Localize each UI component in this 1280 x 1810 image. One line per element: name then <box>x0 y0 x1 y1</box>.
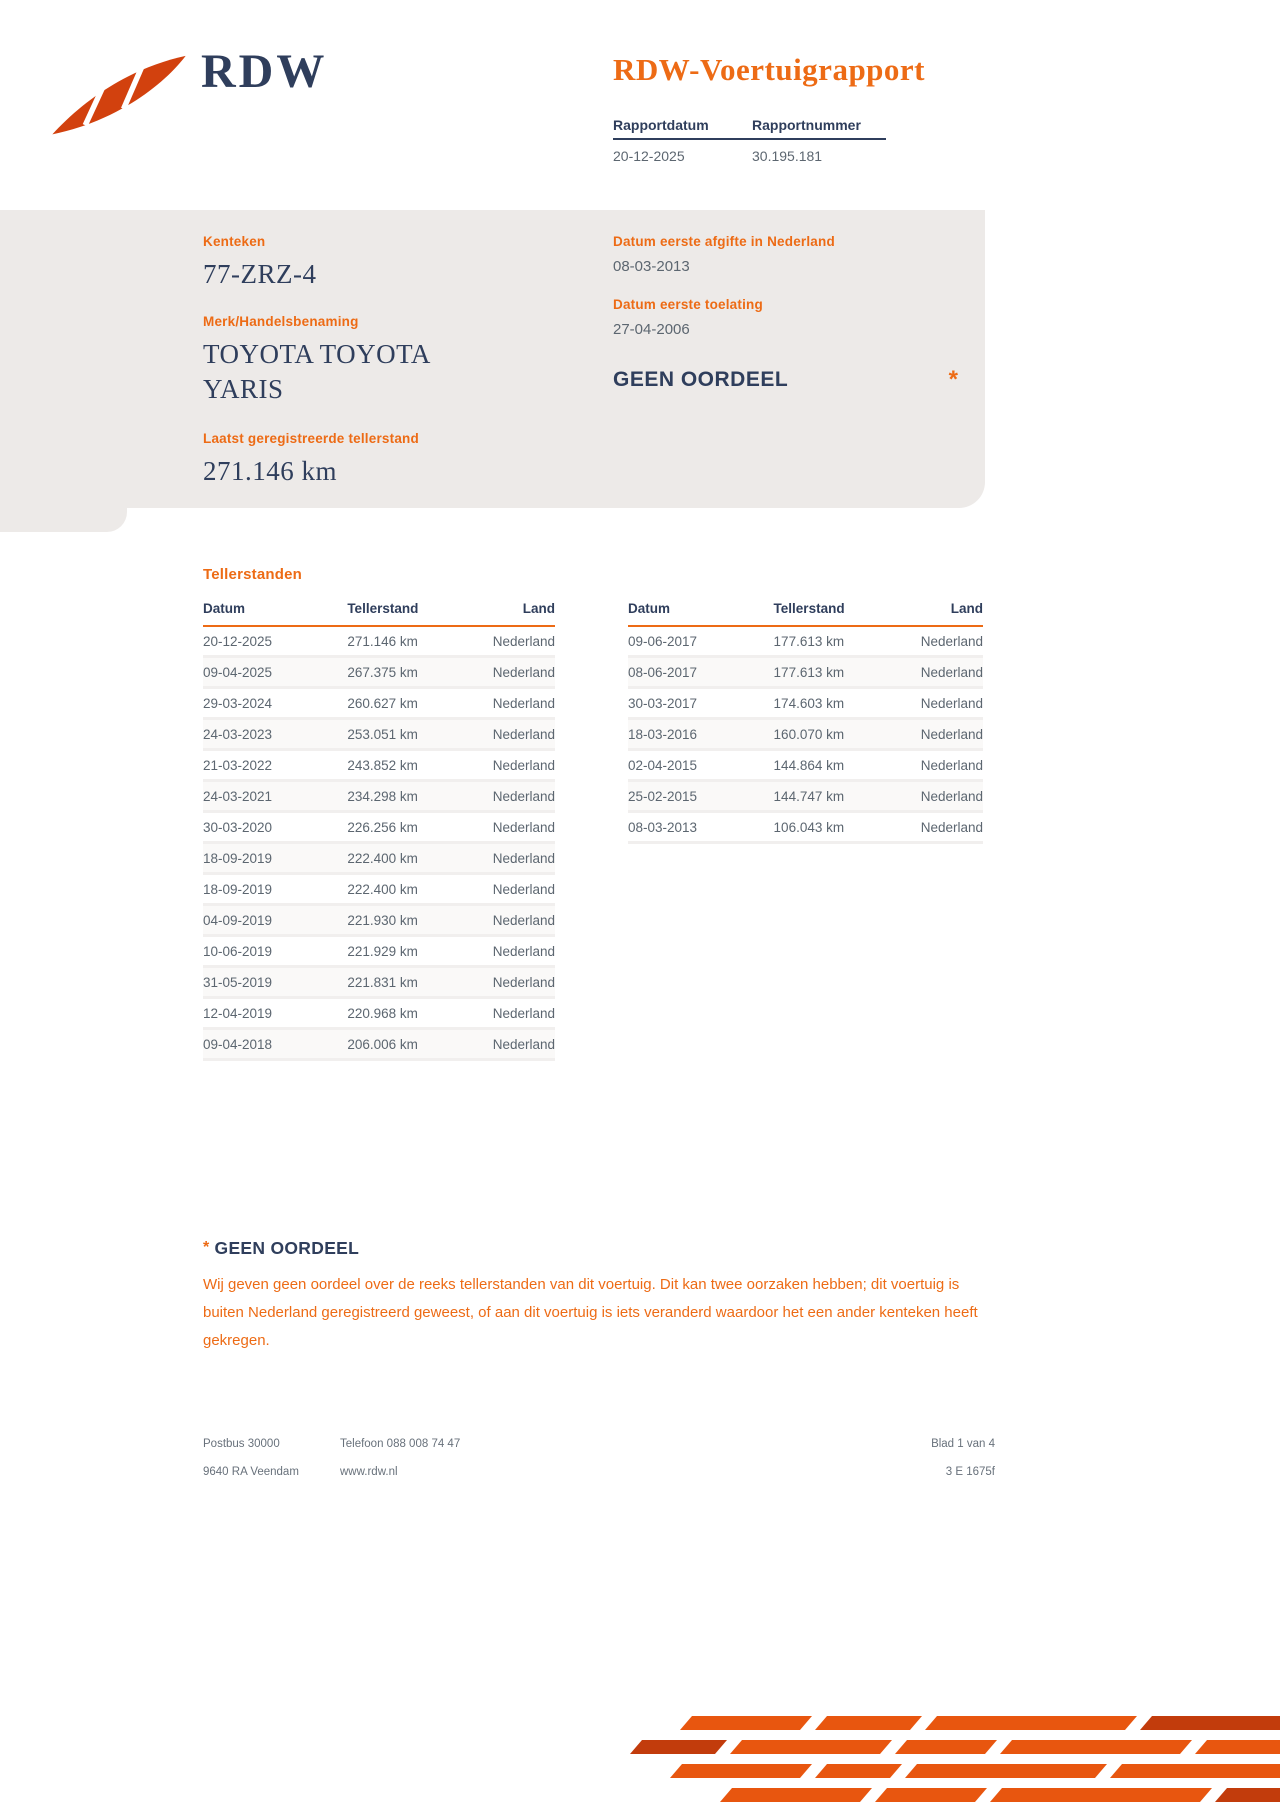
table-cell: 09-06-2017 <box>628 626 774 657</box>
footnote-title <box>203 1238 995 1259</box>
column-header-datum: Datum <box>203 597 347 626</box>
table-cell: Nederland <box>474 874 555 905</box>
afgifte-value: 08-03-2013 <box>613 258 690 275</box>
oordeel-row <box>613 368 958 392</box>
table-row <box>203 843 555 874</box>
table-cell: Nederland <box>474 626 555 657</box>
footer-website-link[interactable]: www.rdw.nl <box>340 1466 398 1478</box>
tellerstand-label: Laatst geregistreerde tellerstand <box>203 431 419 447</box>
report-title: RDW-Voertuigrapport <box>613 52 926 87</box>
table-cell: Nederland <box>474 905 555 936</box>
footer-form-code: 3 E 1675f <box>945 1466 995 1478</box>
table-row <box>203 936 555 967</box>
merk-value: TOYOTA TOYOTA YARIS <box>203 339 430 405</box>
table-cell: Nederland <box>474 781 555 812</box>
table-row <box>203 657 555 688</box>
merk-label: Merk/Handelsbenaming <box>203 314 359 330</box>
footnote <box>203 1238 995 1354</box>
summary-left-column <box>203 234 593 511</box>
table-cell: 144.864 km <box>774 750 905 781</box>
table-row <box>203 781 555 812</box>
table-cell: 253.051 km <box>347 719 474 750</box>
table-cell: 220.968 km <box>347 998 474 1029</box>
table-row <box>203 719 555 750</box>
table-row <box>203 998 555 1029</box>
table-cell: 10-06-2019 <box>203 936 347 967</box>
footer-contact <box>340 1438 460 1478</box>
table-cell: Nederland <box>474 967 555 998</box>
table-cell: Nederland <box>474 936 555 967</box>
table-cell: 20-12-2025 <box>203 626 347 657</box>
table-cell: 18-09-2019 <box>203 843 347 874</box>
kenteken-label: Kenteken <box>203 234 266 249</box>
table-row <box>203 967 555 998</box>
oordeel-asterisk: * <box>948 366 958 393</box>
table-cell: 106.043 km <box>774 812 905 843</box>
table-cell: Nederland <box>474 657 555 688</box>
tellerstanden-section <box>203 566 985 1061</box>
table-cell: 160.070 km <box>774 719 905 750</box>
table-cell: 177.613 km <box>774 657 905 688</box>
table-cell: Nederland <box>905 688 983 719</box>
table-row <box>628 750 983 781</box>
column-header-land: Land <box>905 597 983 626</box>
rdw-logo-text: RDW <box>201 45 328 98</box>
table-cell: Nederland <box>474 750 555 781</box>
table-cell: Nederland <box>474 719 555 750</box>
column-header-land: Land <box>474 597 555 626</box>
kenteken-value: 77-ZRZ-4 <box>203 259 317 289</box>
table-row <box>203 1029 555 1060</box>
table-row <box>628 781 983 812</box>
table-header-row <box>203 597 555 626</box>
table-row <box>203 812 555 843</box>
table-cell: 25-02-2015 <box>628 781 774 812</box>
table-cell: 260.627 km <box>347 688 474 719</box>
table-cell: 226.256 km <box>347 812 474 843</box>
table-cell: 02-04-2015 <box>628 750 774 781</box>
table-cell: Nederland <box>474 812 555 843</box>
table-cell: 30-03-2020 <box>203 812 347 843</box>
afgifte-label: Datum eerste afgifte in Nederland <box>613 234 835 249</box>
table-cell: Nederland <box>474 998 555 1029</box>
summary-right-column <box>613 234 958 392</box>
table-cell: 174.603 km <box>774 688 905 719</box>
table-cell: Nederland <box>905 812 983 843</box>
table-cell: 221.929 km <box>347 936 474 967</box>
table-cell: Nederland <box>474 1029 555 1060</box>
footer-address-line2: 9640 RA Veendam <box>203 1466 299 1478</box>
table-cell: 222.400 km <box>347 874 474 905</box>
table-cell: 24-03-2023 <box>203 719 347 750</box>
table-cell: 222.400 km <box>347 843 474 874</box>
report-date-value: 20-12-2025 <box>613 148 685 164</box>
rdw-logo-icon <box>50 54 188 138</box>
table-cell: 31-05-2019 <box>203 967 347 998</box>
table-cell: 267.375 km <box>347 657 474 688</box>
table-cell: Nederland <box>905 750 983 781</box>
tellerstanden-table-right <box>628 597 983 844</box>
table-cell: 221.831 km <box>347 967 474 998</box>
table-row <box>628 657 983 688</box>
table-row <box>203 905 555 936</box>
report-meta <box>613 117 886 164</box>
table-cell: 09-04-2025 <box>203 657 347 688</box>
oordeel-text: GEEN OORDEEL <box>613 368 789 391</box>
table-cell: Nederland <box>905 626 983 657</box>
table-cell: 177.613 km <box>774 626 905 657</box>
summary-panel-tab <box>0 508 127 532</box>
table-cell: 144.747 km <box>774 781 905 812</box>
table-cell: 24-03-2021 <box>203 781 347 812</box>
table-cell: 09-04-2018 <box>203 1029 347 1060</box>
table-cell: 18-03-2016 <box>628 719 774 750</box>
report-number-label: Rapportnummer <box>752 117 861 133</box>
tellerstanden-table-left <box>203 597 555 1061</box>
table-row <box>628 812 983 843</box>
table-cell: 08-03-2013 <box>628 812 774 843</box>
table-row <box>203 874 555 905</box>
table-cell: 206.006 km <box>347 1029 474 1060</box>
footnote-text: Wij geven geen oordeel over de reeks tellerstanden van dit voertuig. Dit kan twee oorzaken hebben; dit voertuig is buiten Nederland geregistreerd geweest, of aan dit voertuig is iets veranderd waardoor het een ander kenteken heeft gekregen. <box>203 1276 978 1349</box>
table-row <box>628 688 983 719</box>
footer-page-number: Blad 1 van 4 <box>931 1438 995 1450</box>
table-cell: 243.852 km <box>347 750 474 781</box>
table-cell: Nederland <box>474 843 555 874</box>
tellerstand-value: 271.146 km <box>203 456 338 487</box>
report-date-label: Rapportdatum <box>613 117 709 133</box>
table-cell: 29-03-2024 <box>203 688 347 719</box>
table-row <box>203 688 555 719</box>
table-cell: Nederland <box>905 719 983 750</box>
table-cell: 271.146 km <box>347 626 474 657</box>
table-header-row <box>628 597 983 626</box>
table-cell: 30-03-2017 <box>628 688 774 719</box>
table-row <box>203 626 555 657</box>
footnote-asterisk: * <box>203 1239 210 1256</box>
table-cell: Nederland <box>474 688 555 719</box>
decorative-stripes <box>630 1714 1280 1810</box>
footnote-title-text: GEEN OORDEEL <box>214 1238 360 1258</box>
tellerstanden-heading: Tellerstanden <box>203 566 303 583</box>
footer-phone: Telefoon 088 008 74 47 <box>340 1438 461 1450</box>
toelating-label: Datum eerste toelating <box>613 297 763 312</box>
table-cell: Nederland <box>905 657 983 688</box>
column-header-tellerstand: Tellerstand <box>347 597 474 626</box>
footer-page-info <box>931 1438 995 1478</box>
table-cell: 221.930 km <box>347 905 474 936</box>
footer-address-line1: Postbus 30000 <box>203 1438 280 1450</box>
table-cell: 21-03-2022 <box>203 750 347 781</box>
table-row <box>203 750 555 781</box>
table-cell: Nederland <box>905 781 983 812</box>
table-cell: 234.298 km <box>347 781 474 812</box>
table-row <box>628 626 983 657</box>
toelating-value: 27-04-2006 <box>613 321 690 338</box>
table-cell: 04-09-2019 <box>203 905 347 936</box>
column-header-tellerstand: Tellerstand <box>774 597 905 626</box>
table-cell: 08-06-2017 <box>628 657 774 688</box>
table-cell: 18-09-2019 <box>203 874 347 905</box>
column-header-datum: Datum <box>628 597 774 626</box>
table-row <box>628 719 983 750</box>
table-cell: 12-04-2019 <box>203 998 347 1029</box>
report-number-value: 30.195.181 <box>752 148 823 164</box>
footer-address <box>203 1438 299 1478</box>
